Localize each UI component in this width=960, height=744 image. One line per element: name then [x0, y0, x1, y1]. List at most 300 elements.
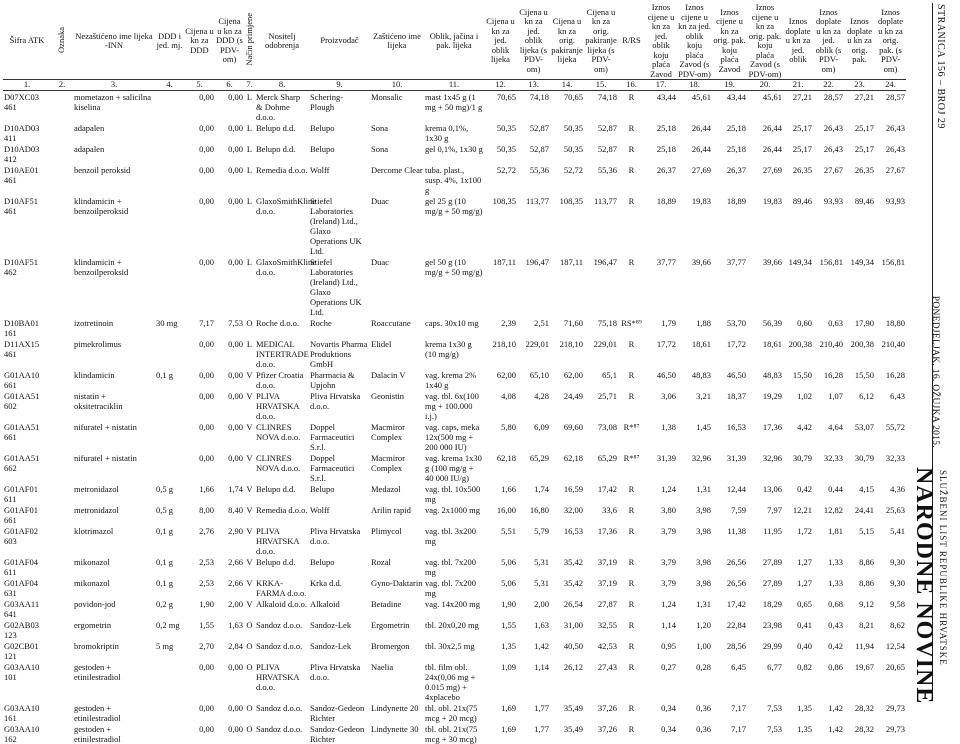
table-cell: 1,79: [645, 317, 677, 338]
table-cell: Pharmacia & Upjohn: [309, 369, 370, 390]
table-cell: 229,01: [584, 338, 618, 369]
column-number: 16.: [618, 80, 645, 91]
table-cell: 6,77: [747, 661, 783, 702]
table-cell: 2,66: [215, 556, 244, 577]
table-cell: 32,33: [813, 452, 844, 483]
table-cell: 0,63: [813, 317, 844, 338]
table-cell: nifuratel + nistatin: [73, 421, 155, 452]
table-cell: [51, 556, 73, 577]
table-cell: 0,40: [783, 640, 813, 661]
table-cell: 0,2 g: [155, 598, 184, 619]
table-cell: 9,30: [875, 556, 906, 577]
table-cell: 187,11: [484, 256, 517, 317]
table-cell: 55,36: [517, 164, 550, 195]
table-cell: [51, 619, 73, 640]
table-cell: 28,32: [844, 702, 875, 723]
table-cell: 35,49: [550, 702, 584, 723]
table-cell: 42,53: [584, 640, 618, 661]
table-cell: 20,65: [875, 661, 906, 702]
table-cell: 149,34: [783, 256, 813, 317]
table-cell: Medazol: [370, 483, 424, 504]
table-cell: 17,72: [645, 338, 677, 369]
table-cell: 40,50: [550, 640, 584, 661]
table-cell: 7,53: [747, 723, 783, 744]
table-cell: 43,44: [645, 91, 677, 123]
table-cell: 7,59: [712, 504, 747, 525]
table-cell: 25,18: [645, 143, 677, 164]
table-cell: L: [244, 195, 255, 256]
table-cell: 19,67: [844, 661, 875, 702]
table-cell: 32,33: [875, 452, 906, 483]
column-header: Iznos cijene u kn za jed. oblik koju plaća Zavod (s PDV-om): [677, 3, 712, 80]
table-cell: 18,61: [747, 338, 783, 369]
table-cell: Sandoz-Lek: [309, 640, 370, 661]
table-cell: 5,06: [484, 556, 517, 577]
table-cell: 2,39: [484, 317, 517, 338]
table-row: [3, 577, 906, 598]
table-cell: 23,98: [747, 619, 783, 640]
table-cell: tbl. obl. 21x(75 mcg + 30 mcg): [424, 723, 484, 744]
table-cell: 26,35: [783, 164, 813, 195]
table-cell: Schering- Plough: [309, 91, 370, 123]
table-cell: Pliva Hrvatska d.o.o.: [309, 525, 370, 556]
table-cell: Betadine: [370, 598, 424, 619]
table-cell: Gyno-Daktarin: [370, 577, 424, 598]
journal-subtitle: SLUŽBENI LIST REPUBLIKE HRVATSKE: [938, 470, 948, 666]
table-cell: Rozal: [370, 556, 424, 577]
table-cell: 48,83: [677, 369, 712, 390]
table-cell: 0,1 g: [155, 556, 184, 577]
table-row: [3, 452, 906, 483]
table-cell: V: [244, 556, 255, 577]
table-cell: 0,00: [215, 369, 244, 390]
table-cell: tbl. 20x0,20 mg: [424, 619, 484, 640]
table-cell: 26,37: [712, 164, 747, 195]
table-cell: 8,62: [875, 619, 906, 640]
table-cell: 74,18: [517, 91, 550, 123]
table-cell: R: [618, 702, 645, 723]
table-row: [3, 661, 906, 702]
table-cell: V: [244, 483, 255, 504]
table-cell: R: [618, 390, 645, 421]
table-cell: D10AD03 412: [3, 143, 51, 164]
table-cell: 0,00: [184, 390, 215, 421]
table-cell: 0,00: [215, 195, 244, 256]
column-header-label: Oznaka: [57, 27, 67, 53]
column-number: 15.: [584, 80, 618, 91]
table-cell: 16,28: [875, 369, 906, 390]
table-cell: 17,72: [712, 338, 747, 369]
table-cell: G01AF01 611: [3, 483, 51, 504]
table-cell: 25,17: [844, 143, 875, 164]
table-cell: 35,49: [550, 723, 584, 744]
column-number: 9.: [309, 80, 370, 91]
table-cell: R: [618, 598, 645, 619]
table-cell: 0,00: [184, 143, 215, 164]
table-cell: Belupo: [309, 556, 370, 577]
table-cell: 35,42: [550, 577, 584, 598]
table-cell: [51, 723, 73, 744]
table-cell: 3,98: [677, 577, 712, 598]
table-cell: 1,31: [677, 598, 712, 619]
table-cell: D10BA01 161: [3, 317, 51, 338]
table-cell: [51, 525, 73, 556]
table-cell: 89,46: [783, 195, 813, 256]
table-cell: 39,66: [677, 256, 712, 317]
table-cell: mometazon + salicilna kiselina: [73, 91, 155, 123]
table-cell: 0,00: [215, 143, 244, 164]
table-cell: 1,38: [645, 421, 677, 452]
column-header: Proizvođač: [309, 3, 370, 80]
table-cell: 28,56: [712, 640, 747, 661]
table-cell: [51, 661, 73, 702]
table-cell: 3,79: [645, 577, 677, 598]
table-header-row: [3, 3, 906, 80]
table-cell: 26,44: [747, 122, 783, 143]
table-cell: 28,57: [813, 91, 844, 123]
column-number: 22.: [813, 80, 844, 91]
table-cell: vag. 14x200 mg: [424, 598, 484, 619]
table-cell: 1,24: [645, 598, 677, 619]
table-cell: D07XC03 461: [3, 91, 51, 123]
table-cell: 4,36: [875, 483, 906, 504]
table-cell: 1,90: [184, 598, 215, 619]
table-cell: D10AE01 461: [3, 164, 51, 195]
column-number: 3.: [73, 80, 155, 91]
table-cell: L: [244, 338, 255, 369]
table-cell: 0,42: [813, 640, 844, 661]
table-cell: 1,69: [484, 702, 517, 723]
table-row: [3, 504, 906, 525]
table-cell: 18,37: [712, 390, 747, 421]
table-cell: 25,18: [712, 122, 747, 143]
table-cell: 9,58: [875, 598, 906, 619]
table-cell: L: [244, 122, 255, 143]
table-cell: D10AD03 411: [3, 122, 51, 143]
table-cell: O: [244, 317, 255, 338]
table-cell: [51, 390, 73, 421]
table-row: [3, 143, 906, 164]
table-cell: 32,55: [584, 619, 618, 640]
table-cell: [51, 577, 73, 598]
table-cell: V: [244, 577, 255, 598]
table-cell: vag. tbl. 6x(100 mg + 100.000 i.j.): [424, 390, 484, 421]
table-cell: Belupo d.d.: [255, 143, 309, 164]
table-cell: 0,00: [184, 164, 215, 195]
table-cell: 108,35: [484, 195, 517, 256]
table-cell: L: [244, 164, 255, 195]
table-cell: 196,47: [517, 256, 550, 317]
table-cell: R: [618, 195, 645, 256]
table-cell: 5,31: [517, 556, 550, 577]
table-cell: Wolff: [309, 164, 370, 195]
table-cell: 16,28: [813, 369, 844, 390]
table-cell: 4,42: [783, 421, 813, 452]
table-cell: 1,35: [783, 702, 813, 723]
table-cell: klindamicin: [73, 369, 155, 390]
page-reference: STRANICA 156 – BROJ 29: [935, 4, 946, 129]
table-cell: Novartis Pharma Produktions GmbH: [309, 338, 370, 369]
table-row: [3, 723, 906, 744]
table-cell: G01AA10 661: [3, 369, 51, 390]
table-cell: 0,00: [184, 661, 215, 702]
table-cell: Duac: [370, 256, 424, 317]
table-cell: 37,26: [584, 702, 618, 723]
column-number: 2.: [51, 80, 73, 91]
table-cell: 13,06: [747, 483, 783, 504]
table-cell: O: [244, 661, 255, 702]
table-cell: 25,71: [584, 390, 618, 421]
column-header: Oblik, jačina i pak. lijeka: [424, 3, 484, 80]
table-cell: 5,06: [484, 577, 517, 598]
table-cell: 52,87: [517, 122, 550, 143]
table-row: [3, 556, 906, 577]
table-cell: Pliva Hrvatska d.o.o.: [309, 390, 370, 421]
table-cell: [51, 369, 73, 390]
table-cell: Bromergon: [370, 640, 424, 661]
table-cell: PLIVA HRVATSKA d.o.o.: [255, 661, 309, 702]
table-cell: V: [244, 369, 255, 390]
column-number: 13.: [517, 80, 550, 91]
table-cell: G03AA10 101: [3, 661, 51, 702]
table-cell: Alkaloid: [309, 598, 370, 619]
table-cell: Sandoz d.o.o.: [255, 619, 309, 640]
drug-list-table-container: [3, 3, 906, 744]
table-row: [3, 598, 906, 619]
table-cell: 0,00: [184, 91, 215, 123]
table-cell: 2,53: [184, 577, 215, 598]
table-cell: 27,69: [677, 164, 712, 195]
table-cell: [155, 338, 184, 369]
table-cell: 5,15: [844, 525, 875, 556]
table-cell: 210,40: [813, 338, 844, 369]
table-cell: Belupo d.d.: [255, 556, 309, 577]
table-cell: R: [618, 504, 645, 525]
table-cell: 17,90: [844, 317, 875, 338]
table-cell: V: [244, 421, 255, 452]
table-cell: 1,42: [813, 723, 844, 744]
column-header: Cijena u kn za DDD: [184, 3, 215, 80]
table-cell: 229,01: [517, 338, 550, 369]
table-cell: 2,66: [215, 577, 244, 598]
table-cell: 1,02: [783, 390, 813, 421]
column-number: 17.: [645, 80, 677, 91]
table-cell: 5,31: [517, 577, 550, 598]
column-header: Cijena u kn za orig. pakiranje lijeka: [550, 3, 584, 80]
table-cell: vag. krema 1x30 g (100 mg/g + 40 000 IU/g): [424, 452, 484, 483]
table-cell: 0,60: [783, 317, 813, 338]
table-cell: R: [618, 661, 645, 702]
table-cell: 0,28: [677, 661, 712, 702]
table-cell: R: [618, 556, 645, 577]
table-cell: 65,1: [584, 369, 618, 390]
table-cell: R: [618, 369, 645, 390]
table-cell: Plimycol: [370, 525, 424, 556]
table-cell: izotretinoin: [73, 317, 155, 338]
table-cell: 8,21: [844, 619, 875, 640]
column-header: R/RS: [618, 3, 645, 80]
table-cell: O: [244, 640, 255, 661]
table-cell: 0,95: [645, 640, 677, 661]
table-cell: 149,34: [844, 256, 875, 317]
table-cell: 30,79: [844, 452, 875, 483]
table-cell: R: [618, 143, 645, 164]
table-cell: 37,77: [645, 256, 677, 317]
table-cell: 46,50: [645, 369, 677, 390]
table-row: [3, 390, 906, 421]
table-cell: 218,10: [484, 338, 517, 369]
table-cell: 25,17: [783, 143, 813, 164]
table-cell: 9,12: [844, 598, 875, 619]
column-number: 5.: [184, 80, 215, 91]
table-cell: 187,11: [550, 256, 584, 317]
table-cell: Pliva Hrvatska d.o.o.: [309, 661, 370, 702]
table-cell: R: [618, 619, 645, 640]
table-cell: 7,97: [747, 504, 783, 525]
table-cell: Remedia d.o.o.: [255, 164, 309, 195]
table-cell: [51, 598, 73, 619]
table-cell: R: [618, 164, 645, 195]
table-cell: 65,29: [584, 452, 618, 483]
table-cell: 12,44: [712, 483, 747, 504]
table-cell: 0,2 mg: [155, 619, 184, 640]
table-cell: 4,64: [813, 421, 844, 452]
table-cell: 33,6: [584, 504, 618, 525]
table-cell: L: [244, 143, 255, 164]
table-cell: 89,46: [844, 195, 875, 256]
table-body: [3, 91, 906, 744]
table-row: [3, 369, 906, 390]
table-cell: 93,93: [813, 195, 844, 256]
table-cell: 26,56: [712, 556, 747, 577]
table-cell: 0,00: [184, 369, 215, 390]
table-cell: caps. 30x10 mg: [424, 317, 484, 338]
table-cell: 62,00: [484, 369, 517, 390]
table-cell: Sandoz-Gedeon Richter: [309, 702, 370, 723]
table-cell: 48,83: [747, 369, 783, 390]
table-cell: klindamicin + benzoilperoksid: [73, 195, 155, 256]
table-cell: G01AF02 603: [3, 525, 51, 556]
table-cell: 74,18: [584, 91, 618, 123]
table-cell: G01AA51 602: [3, 390, 51, 421]
table-cell: tuba. plast., susp. 4%, 1x100 g: [424, 164, 484, 195]
column-number: 20.: [747, 80, 783, 91]
table-cell: 37,19: [584, 556, 618, 577]
table-cell: Sandoz d.o.o.: [255, 640, 309, 661]
table-row: [3, 317, 906, 338]
table-cell: 1,77: [517, 723, 550, 744]
table-cell: R: [618, 256, 645, 317]
table-cell: G03AA10 161: [3, 702, 51, 723]
table-cell: Dalacin V: [370, 369, 424, 390]
table-row: [3, 256, 906, 317]
table-cell: 7,17: [712, 723, 747, 744]
table-cell: 27,67: [813, 164, 844, 195]
table-cell: 22,84: [712, 619, 747, 640]
table-cell: 0,1 g: [155, 525, 184, 556]
table-cell: 46,50: [712, 369, 747, 390]
column-header: Cijena u kn za orig. pakiranje lijeka (s PDV-om): [584, 3, 618, 80]
column-header: Iznos doplate u kn za jed. oblik (s PDV-om): [813, 3, 844, 80]
column-number: 1.: [3, 80, 51, 91]
table-cell: 16,53: [550, 525, 584, 556]
table-cell: 25,63: [875, 504, 906, 525]
table-cell: 27,21: [783, 91, 813, 123]
table-cell: R: [618, 525, 645, 556]
table-cell: vag. tbl. 10x500 mg: [424, 483, 484, 504]
table-cell: 18,61: [677, 338, 712, 369]
table-cell: 8,00: [184, 504, 215, 525]
table-cell: metronidazol: [73, 504, 155, 525]
table-cell: 29,73: [875, 702, 906, 723]
table-cell: 0,27: [645, 661, 677, 702]
table-cell: R: [618, 91, 645, 123]
table-cell: 25,17: [844, 122, 875, 143]
table-cell: Belupo d.d.: [255, 122, 309, 143]
issue-date: PONEDJELJAK, 16. OŽUJKA 2015.: [930, 296, 940, 448]
table-cell: 37,19: [584, 577, 618, 598]
table-cell: 16,59: [550, 483, 584, 504]
table-cell: [51, 195, 73, 256]
table-cell: 2,76: [184, 525, 215, 556]
column-number: 8.: [255, 80, 309, 91]
table-cell: Roche d.o.o.: [255, 317, 309, 338]
table-cell: gestoden + etinilestradiol: [73, 702, 155, 723]
table-cell: 200,38: [783, 338, 813, 369]
table-cell: 45,61: [677, 91, 712, 123]
table-cell: Sona: [370, 122, 424, 143]
table-cell: CLINRES NOVA d.o.o.: [255, 452, 309, 483]
table-cell: 26,43: [813, 122, 844, 143]
table-cell: 24,41: [844, 504, 875, 525]
table-cell: KRKA-FARMA d.o.o.: [255, 577, 309, 598]
table-cell: [51, 256, 73, 317]
table-cell: 200,38: [844, 338, 875, 369]
table-cell: Geonistin: [370, 390, 424, 421]
table-cell: 1,77: [517, 702, 550, 723]
table-cell: L: [244, 91, 255, 123]
table-cell: 6,12: [844, 390, 875, 421]
table-cell: Ergometrin: [370, 619, 424, 640]
table-cell: 1,55: [184, 619, 215, 640]
table-cell: 26,43: [875, 122, 906, 143]
table-cell: Macmiror Complex: [370, 421, 424, 452]
table-cell: 0,36: [677, 723, 712, 744]
table-cell: 53,70: [712, 317, 747, 338]
table-cell: 17,36: [747, 421, 783, 452]
table-cell: 156,81: [813, 256, 844, 317]
table-cell: D10AF51 461: [3, 195, 51, 256]
table-cell: 0,00: [215, 661, 244, 702]
table-cell: R: [618, 723, 645, 744]
table-cell: [155, 723, 184, 744]
table-cell: 0,00: [184, 338, 215, 369]
table-cell: [51, 504, 73, 525]
table-cell: 6,09: [517, 421, 550, 452]
table-cell: 1,88: [677, 317, 712, 338]
table-cell: Elidel: [370, 338, 424, 369]
table-cell: 37,77: [712, 256, 747, 317]
table-cell: Pfizer Croatia d.o.o.: [255, 369, 309, 390]
table-cell: 18,89: [712, 195, 747, 256]
table-cell: adapalen: [73, 143, 155, 164]
table-cell: O: [244, 723, 255, 744]
table-cell: V: [244, 504, 255, 525]
table-cell: nifuratel + nistatin: [73, 452, 155, 483]
table-cell: Sandoz-Lek: [309, 619, 370, 640]
table-cell: 26,43: [813, 143, 844, 164]
table-cell: Remedia d.o.o.: [255, 504, 309, 525]
